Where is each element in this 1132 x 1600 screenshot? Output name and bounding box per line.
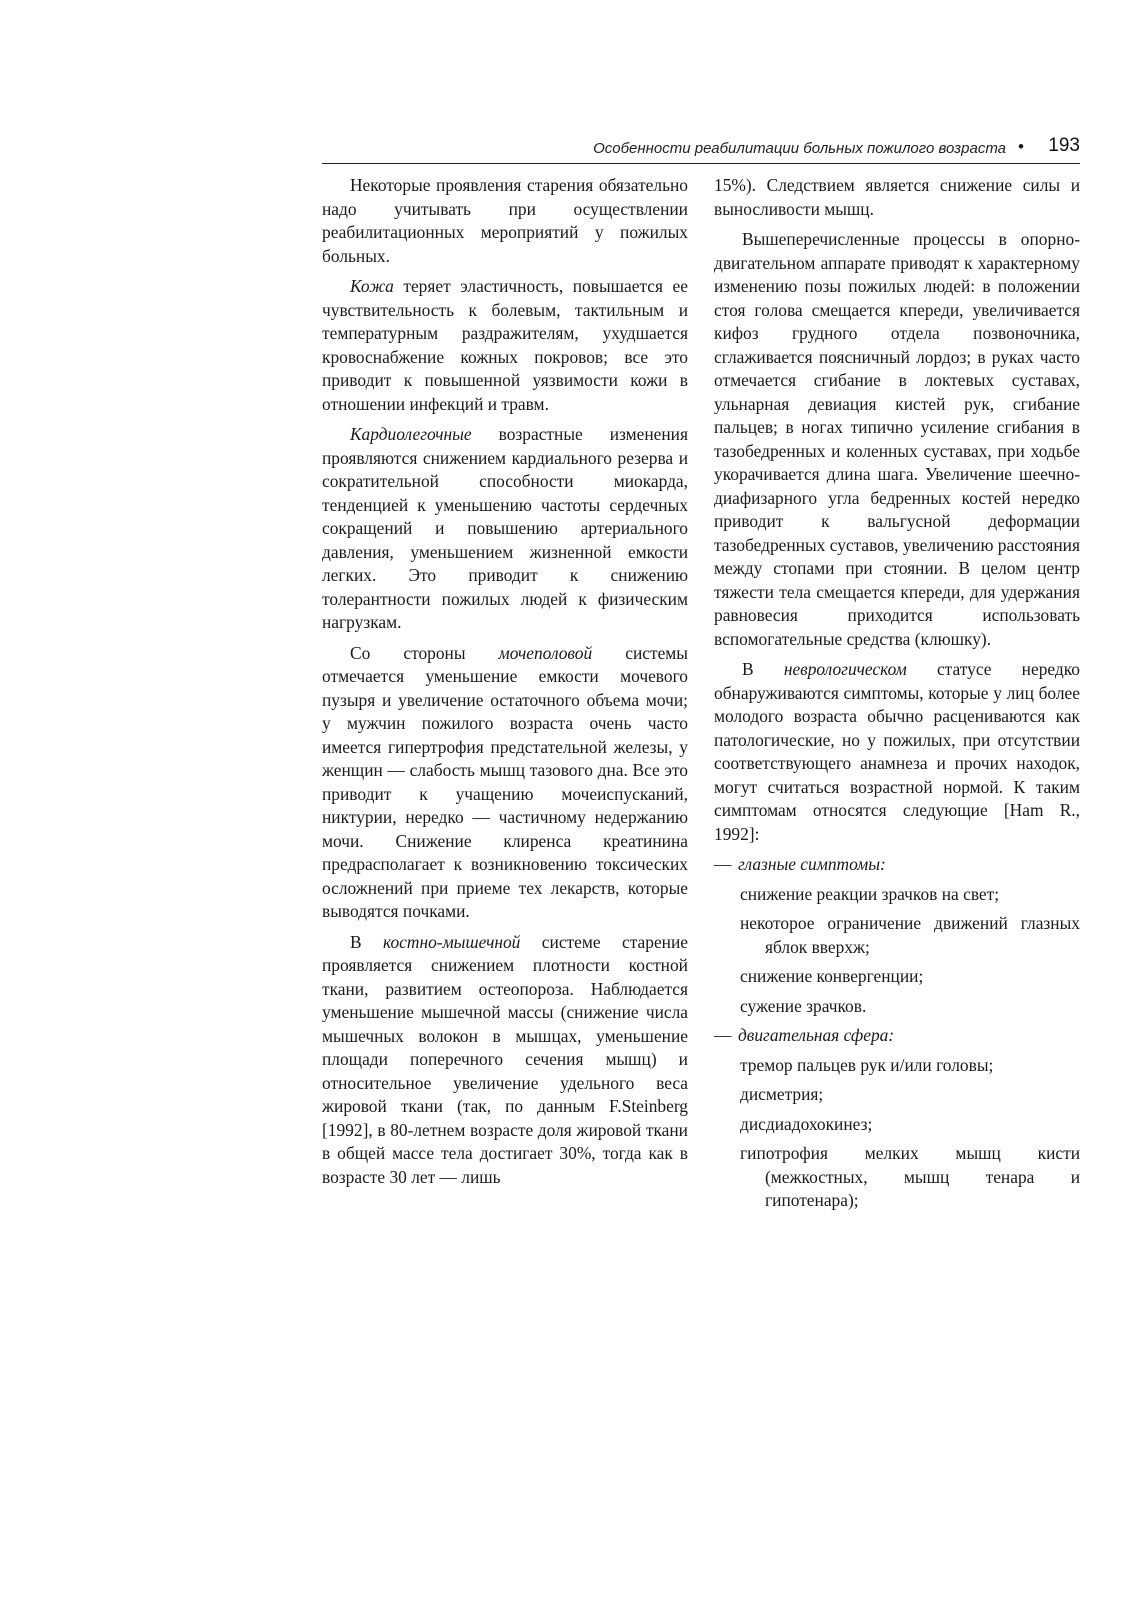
- list-item: дисдиадохокинез;: [740, 1113, 873, 1134]
- paragraph-neurological-text: статусе нередко обнаруживаются симптомы, которые у лиц более молодого возраста обычно расцениваются как патологические, но у пожилых, при отсутствии соответствующего анамнеза и прочих находок, могут считаться возрастной нормой. К таким симптомам относятся следующие [Ham R., 1992]:: [714, 659, 1080, 844]
- paragraph-urogenital-pre: Со стороны: [350, 642, 499, 663]
- paragraph-neurological: [714, 658, 1080, 846]
- list-heading-motor-label: двигательная сфера:: [738, 1025, 895, 1045]
- list-dash: —: [714, 854, 732, 874]
- lead-term-cardio: Кардиолегочные: [350, 424, 472, 444]
- running-title: Особенности реабилитации больных пожилого возраста: [593, 140, 1006, 157]
- paragraph-cardio-text: возрастные изменения проявляются снижением кардиального резерва и сократительной способности миокарда, тенденцией к уменьшению частоты сердечных сокращений и повышению артериального давления, уменьшением жизненной емкости легких. Это приводит к снижению толерантности пожилых людей к физическим нагрузкам.: [322, 424, 688, 632]
- list-item: дисметрия;: [740, 1084, 824, 1104]
- paragraph-musculoskeletal: [322, 931, 688, 1190]
- paragraph-posture: Вышеперечисленные процессы в опорно-двигательном аппарате приводят к характерному изменению позы пожилых людей: в положении стоя голова смещается кпереди, увеличивается кифоз грудного отдела позвоночника, сглаживается поясничный лордоз; в руках часто отмечается сгибание в локтевых суставах, ульнарная девиация кистей рук, сгибание пальцев; в ногах типично усиление сгибания в тазобедренных и коленных суставах, при ходьбе укорачивается длина шага. Увеличение шеечно-диафизарного угла бедренных костей нередко приводит к вальгусной деформации тазобедренных суставов, увеличению расстояния между стопами при стоянии. В целом центр тяжести тела смещается кпереди, для удержания равновесия приходится использовать вспомогательные средства (клюшку).: [714, 229, 1080, 649]
- paragraph-intro: Некоторые проявления старения обязательно надо учитывать при осуществлении реабилитационных мероприятий у пожилых больных.: [322, 175, 688, 266]
- lead-term-skin: Кожа: [350, 276, 394, 296]
- list-heading-motor: [714, 1024, 1080, 1048]
- list-item: сужение зрачков.: [740, 995, 867, 1016]
- list-heading-eye-label: глазные симптомы:: [738, 854, 886, 874]
- paragraph-urogenital: [322, 642, 688, 924]
- paragraph-continuation: 15%). Следствием является снижение силы и выносливости мышц.: [714, 175, 1080, 219]
- right-column: [714, 174, 1080, 1219]
- paragraph-urogenital-text: системы отмечается уменьшение емкости мочевого пузыря и увеличение остаточного объема мочи; у мужчин пожилого возраста очень часто имеется гипертрофия предстательной железы, у женщин — слабость мышц тазового дна. Все это приводит к учащению мочеиспусканий, никтурии, нередко — частичному недержанию мочи. Снижение клиренса креатинина предрасполагает к возникновению токсических осложнений при приеме тех лекарств, которые выводятся почками.: [322, 642, 688, 921]
- paragraph-neurological-pre: В: [742, 659, 784, 679]
- header-bullet: •: [1018, 137, 1024, 156]
- list-item: гипотрофия мелких мышц кисти (межкостных, мышц тенара и гипотенара);: [740, 1143, 1080, 1210]
- page-number: 193: [1048, 135, 1080, 156]
- lead-term-musculoskeletal: костно-мышечной: [383, 931, 521, 952]
- paragraph-skin-text: теряет эластичность, повышается ее чувствительность к болевым, тактильным и температурным раздражителям, ухудшается кровоснабжение кожных покровов; все это приводит к повышенной уязвимости кожи в отношении инфекций и травм.: [322, 276, 688, 414]
- left-column: [322, 174, 688, 1196]
- list-item: некоторое ограничение движений глазных яблок вверхж;: [740, 913, 1080, 957]
- paragraph-skin: [322, 275, 688, 416]
- paragraph-musculoskeletal-pre: В: [350, 931, 384, 952]
- list-item: тремор пальцев рук и/или головы;: [740, 1054, 994, 1075]
- lead-term-urogenital: мочеполовой: [498, 642, 593, 663]
- lead-term-neurological: неврологическом: [783, 659, 907, 679]
- paragraph-cardio: [322, 423, 688, 635]
- list-heading-eye: [714, 853, 1080, 877]
- list-dash: —: [714, 1025, 732, 1045]
- paragraph-musculoskeletal-text: системе старение проявляется снижением плотности костной ткани, развитием остеопороза. Наблюдается уменьшение мышечной массы (снижение числа мышечных волокон в мышцах, уменьшение площади поперечного сечения мышц) и относительное увеличение удельного веса жировой ткани (так, по данным F.Steinberg [1992], в 80-летнем возрасте доля жировой ткани в общей массе тела достигает 30%, тогда как в возрасте 30 лет — лишь: [322, 931, 688, 1187]
- running-header: [322, 137, 1080, 164]
- list-item: снижение реакции зрачков на свет;: [740, 883, 1000, 904]
- list-item: снижение конвергенции;: [740, 966, 924, 986]
